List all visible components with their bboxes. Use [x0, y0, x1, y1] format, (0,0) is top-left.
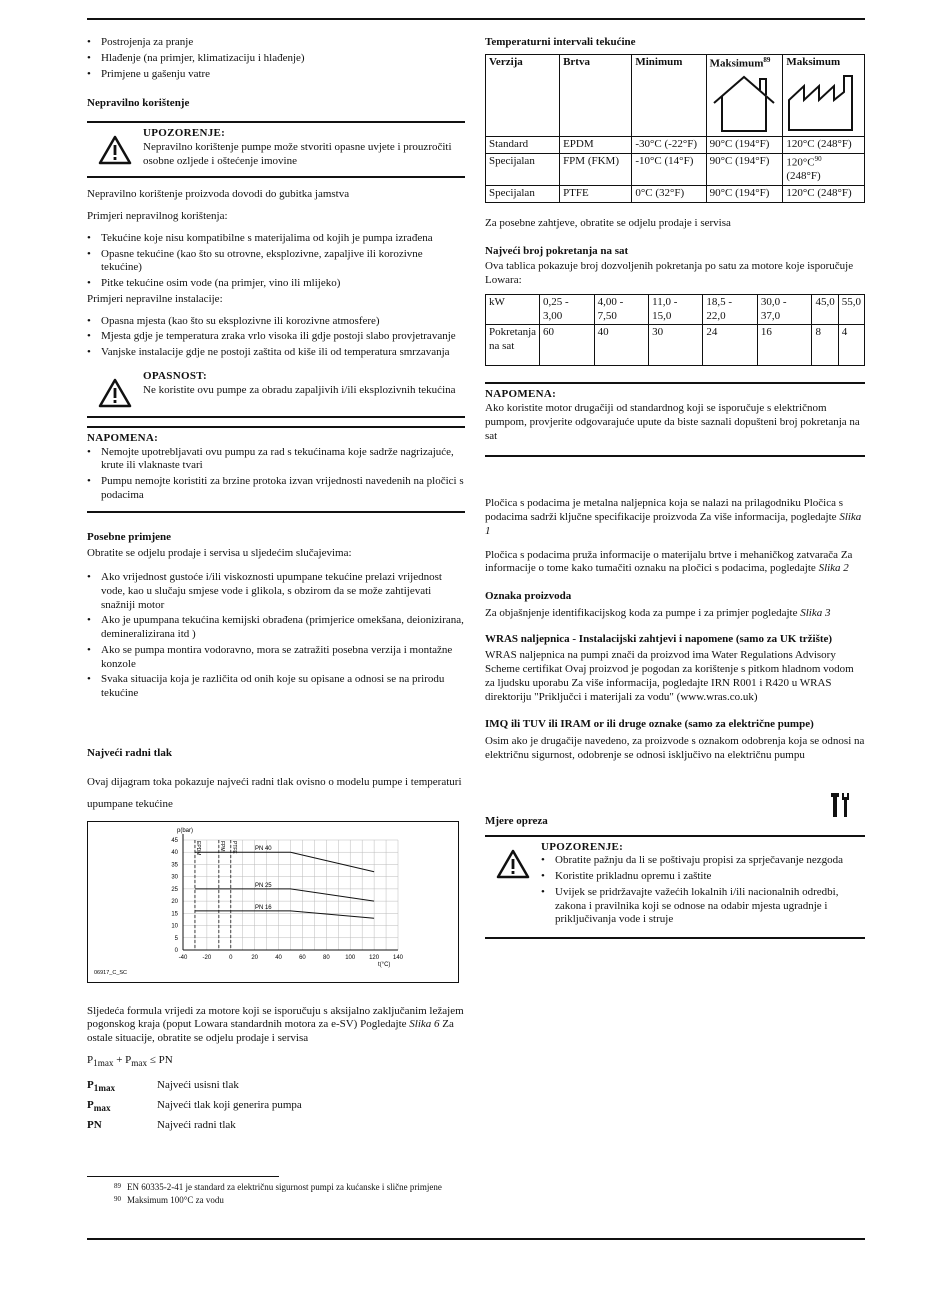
y-tick-label: 30 — [171, 874, 178, 881]
list-item: • Mjesta gdje je temperatura zraka vrlo visoka ili gdje postoji slabo provjetravanje — [101, 330, 465, 344]
series-line — [195, 888, 374, 900]
precautions-title: UPOZORENJE: — [541, 840, 624, 853]
special-heading: Posebne primjene — [87, 530, 172, 543]
table-row: Standard EPDM -30°C (-22°F) 90°C (194°F) 120°C (248°F) — [486, 137, 865, 154]
starts-table — [485, 294, 865, 367]
y-tick-label: 0 — [174, 947, 178, 954]
paragraph — [87, 1005, 465, 1046]
warning-icon — [87, 370, 143, 408]
series-label: PN 16 — [254, 904, 272, 911]
y-axis-label: p(bar) — [177, 827, 194, 834]
list-item: • Koristite prikladnu opremu i zaštite — [555, 870, 865, 884]
paragraph: Ovaj dijagram toka pokazuje najveći radni tlak ovisno o modelu pumpe i temperaturi upumpane tekućine — [87, 775, 462, 810]
note-box — [87, 426, 465, 513]
danger-text: Ne koristite ovu pumpe za obradu zapaljivih i/ili eksplozivnih tekućina — [143, 383, 456, 396]
starts-heading: Najveći broj pokretanja na sat — [485, 244, 629, 257]
figure-ref: Slika 6 — [409, 1018, 440, 1031]
pressure-heading: Najveći radni tlak — [87, 746, 172, 759]
table-row: Specijalan PTFE 0°C (32°F) 90°C (194°F) 120°C (248°F) — [486, 186, 865, 203]
warning-text: Nepravilno korištenje pumpe može stvoriti opasne uvjete i prouzročiti osobne ozljede i oštećenje imovine — [143, 140, 452, 167]
list-item: • Svaka situacija koja je različita od onih koje su opisane a odnosi se na prirodu tekućine — [101, 673, 465, 701]
bottom-rule — [87, 1238, 865, 1240]
list-item: • Obratite pažnju da li se poštivaju propisi za sprječavanje nezgoda — [555, 854, 865, 868]
paragraph: Nepravilno korištenje proizvoda dovodi do gubitka jamstva — [87, 188, 350, 201]
paragraph: Obratite se odjelu prodaje i servisa u sljedećim slučajevima: — [87, 547, 352, 560]
footnote-rule — [87, 1176, 279, 1177]
y-tick-label: 5 — [174, 935, 178, 942]
formula-text: Sljedeća formula vrijedi za motore koji se isporučuju s aksijalno zaključanim ležajem pogonskog kraja (poput Lowara standardnih motora za e-SV) Pogledajte — [87, 1004, 464, 1031]
list-item: • Pitke tekućine osim vode (na primjer, vino ili mlijeko) — [101, 277, 465, 291]
y-tick-label: 25 — [171, 886, 178, 893]
note-title: NAPOMENA: — [87, 431, 159, 444]
precautions-warning — [485, 835, 865, 940]
x-tick-label: 40 — [275, 954, 282, 961]
warning-icon — [485, 841, 541, 930]
tools-icon — [831, 791, 851, 819]
danger-title: OPASNOST: — [143, 369, 208, 382]
formula-tail: Za ostale situacije, obratite se odjelu prodaje i servisa — [87, 1018, 454, 1044]
figure-ref: Slika 3 — [800, 606, 831, 619]
symbol-table — [87, 1077, 302, 1134]
list-item: • Ako se pumpa montira vodoravno, mora se zatražiti posebna verzija i montažne konzole — [101, 644, 465, 672]
left-column — [87, 30, 465, 1134]
table-row: $P_{1max}$ Najveći usisni tlak — [87, 1079, 239, 1094]
list-item: • Tekućine koje nisu kompatibilne s materijalima od kojih je pumpa izrađena — [101, 232, 465, 246]
x-axis-label: t(°C) — [378, 961, 391, 968]
house-icon — [710, 73, 778, 135]
list-item: • Ako vrijednost gustoće i/ili viskoznosti upumpane tekućine prelazi vrijednost vode, kao u slučaju smjese vode i glikola, s obzirom da se može zahtijevati snažniji motor — [101, 571, 465, 612]
x-tick-label: 20 — [251, 954, 259, 961]
danger-box — [87, 366, 465, 418]
table-row: PN Najveći radni tlak — [87, 1118, 236, 1131]
figure-ref: Slika 2 — [818, 562, 849, 575]
marker-label: PTFE — [230, 840, 237, 854]
y-tick-label: 15 — [171, 910, 178, 917]
precautions-list — [541, 854, 865, 927]
factory-icon — [786, 72, 858, 134]
x-tick-label: 120 — [369, 954, 380, 961]
warning-box — [87, 121, 465, 178]
y-tick-label: 35 — [171, 861, 178, 868]
x-tick-label: 80 — [322, 954, 330, 961]
list-item: • Vanjske instalacije gdje ne postoji zaštita od kiše ili od temperatura smrzavanja — [101, 346, 465, 360]
special-list — [87, 571, 465, 701]
marker-label: FPM — [218, 840, 225, 852]
table-row: Pokretanja na sat 60 40 30 24 16 8 4 — [486, 325, 865, 366]
x-tick-label: -40 — [178, 954, 188, 961]
table-row: kW 0,25 - 3,00 4,00 - 7,50 11,0 - 15,0 18,5 - 22,0 30,0 - 37,0 45,0 55,0 — [486, 294, 865, 325]
series-label: PN 25 — [254, 882, 272, 889]
paragraph: Primjeri nepravilne instalacije: — [87, 292, 223, 305]
list-item: • Hlađenje (na primjer, klimatizaciju i hlađenje) — [101, 52, 465, 66]
marker-label: EPDM — [194, 840, 201, 855]
precautions-heading: Mjere opreza — [485, 814, 548, 827]
warning-title: UPOZORENJE: — [143, 127, 226, 139]
x-tick-label: 100 — [345, 954, 356, 961]
x-tick-label: 60 — [299, 954, 306, 961]
footnote: 89 EN 60335-2-41 je standard za električnu sigurnost pumpi za kućanske i slične primjene — [114, 1182, 442, 1192]
right-column — [485, 30, 865, 939]
y-tick-label: 10 — [171, 923, 178, 930]
table-header-row: Verzija Brtva Minimum Maksimum$^{89}$ Maksimum — [486, 54, 865, 136]
imq-heading: IMQ ili TUV ili IRAM or ili druge oznake (samo za električne pumpe) — [485, 718, 814, 731]
note-box — [485, 382, 865, 457]
list-item: • Primjene u gašenju vatre — [101, 68, 465, 82]
paragraph: Za objašnjenje identifikacijskog koda za pumpe i za primjer pogledajte Slika 3 — [485, 606, 831, 619]
x-tick-label: 0 — [229, 954, 233, 961]
x-tick-label: -20 — [202, 954, 212, 961]
note-title: NAPOMENA: — [485, 388, 557, 401]
paragraph: Ova tablica pokazuje broj dozvoljenih pokretanja po satu za motore koje isporučuje Lowara: — [485, 260, 854, 287]
improper-use-list — [87, 232, 465, 291]
series-line — [195, 910, 374, 917]
paragraph: WRAS naljepnica na pumpi znači da proizvod ima Water Regulations Advisory Scheme certifikat Ovaj proizvod je pogodan za korištenje s pitkom hladnom vodom za ljudsku uporabu Za više informacija, pogledajte IRN R001 i R420 u WRAS direktoriju "Priključci i materijali za vodu" (www.wras.co.uk) — [485, 649, 854, 703]
x-tick-label: 140 — [392, 954, 404, 961]
table-row: Specijalan FPM (FKM) -10°C (14°F) 90°C (194°F) $120^\circ C^{90}$ (248°F) — [486, 153, 865, 185]
series-line — [195, 852, 374, 872]
note-text: Ako koristite motor drugačiji od standardnog koji se isporučuje s električnom pumpom, provjerite odgovarajuće upute da biste saznali dopušteni broj pokretanja na sat — [485, 402, 860, 442]
list-item: • Postrojenja za pranje — [101, 36, 465, 50]
table-row: $P_{max}$ Najveći tlak koji generira pumpa — [87, 1099, 302, 1114]
figure-ref: Slika 1 — [485, 511, 862, 537]
chart-code: 06917_C_SC — [94, 969, 128, 976]
temp-heading: Temperaturni intervali tekućine — [485, 36, 636, 48]
paragraph: Za posebne zahtjeve, obratite se odjelu prodaje i servisa — [485, 216, 731, 229]
list-item: • Pumpu nemojte koristiti za brzine protoka izvan vrijednosti navedenih na pločici s podacima — [101, 475, 465, 503]
y-tick-label: 45 — [171, 837, 178, 844]
paragraph: Pločica s podacima je metalna naljepnica koja se nalazi na prilagodniku Pločica s podacima sadrži ključne specifikacije proizvoda Za više informacija, pogledajte Slika 1 — [485, 497, 862, 537]
y-tick-label: 40 — [171, 849, 178, 856]
list-item: • Opasne tekućine (kao što su otrovne, eksplozivne, zapaljive ili korozivne tekućine) — [101, 248, 465, 276]
paragraph: Primjeri nepravilnog korištenja: — [87, 210, 228, 222]
list-item: • Opasna mjesta (kao što su eksplozivne ili korozivne atmosfere) — [101, 315, 465, 329]
warning-icon — [87, 127, 143, 168]
series-label: PN 40 — [254, 845, 272, 852]
list-item: • Uvijek se pridržavajte važećih lokalnih i/ili nacionalnih odredbi, zakona i pravilnika koji se odnose na odabir mjesta ugradnje i priključivanja vode i struje — [555, 886, 865, 927]
uses-list — [87, 36, 465, 81]
improper-install-list — [87, 315, 465, 360]
temp-table — [485, 54, 865, 203]
paragraph: Osim ako je drugačije navedeno, za proizvode s oznakom odobrenja koja se odnosi na električnu sigurnost, odobrenje se odnosi isključivo na električnu pumpu — [485, 735, 865, 761]
footnote: 90 Maksimum 100°C za vodu — [114, 1195, 224, 1206]
improper-heading: Nepravilno korištenje — [87, 97, 190, 110]
top-rule — [87, 18, 865, 20]
code-heading: Oznaka proizvoda — [485, 590, 572, 603]
pressure-chart-svg — [88, 822, 458, 982]
wras-heading: WRAS naljepnica - Instalacijski zahtjevi i napomene (samo za UK tržište) — [485, 632, 833, 645]
y-tick-label: 20 — [171, 898, 178, 905]
footnotes — [87, 1176, 507, 1209]
pressure-chart — [87, 821, 459, 983]
note-list — [87, 446, 465, 503]
formula: $P_{1max} + P_{max}$ ≤ PN — [87, 1053, 173, 1068]
list-item: • Nemojte upotrebljavati ovu pumpu za rad s tekućinama koje sadrže nagrizajuće, krute ili vlaknaste tvari — [101, 446, 465, 474]
list-item: • Ako je upumpana tekućina kemijski obrađena (primjerice omekšana, deionizirana, demineralizirana itd ) — [101, 614, 465, 642]
paragraph: Pločica s podacima pruža informacije o materijalu brtve i mehaničkog zatvarača Za informacije o tome kako tumačiti oznaku na pločici s podacima, pogledajte Slika 2 — [485, 548, 853, 575]
